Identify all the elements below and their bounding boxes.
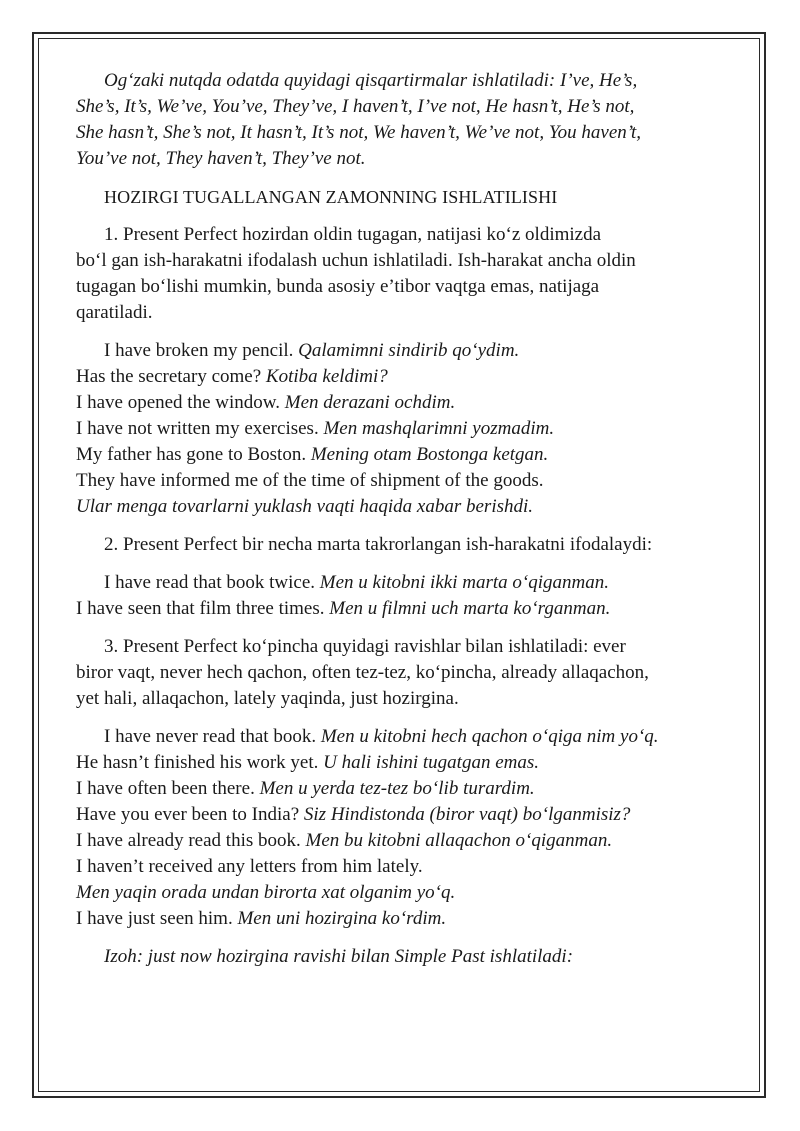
example-english: They have informed me of the time of shipment of the goods. <box>76 470 544 491</box>
rule-1-paragraph <box>76 222 746 326</box>
rule-1-line: 1. Present Perfect hozirdan oldin tugagan, natijasi ko‘z oldimizda <box>104 224 602 245</box>
example-line <box>76 828 746 854</box>
examples-1 <box>76 338 746 520</box>
example-line <box>76 338 746 364</box>
section-heading: HOZIRGI TUGALLANGAN ZAMONNING ISHLATILISHI <box>104 187 558 207</box>
example-translation: Men u kitobni ikki marta o‘qiganman. <box>319 572 609 593</box>
rule-2-line: 2. Present Perfect bir necha marta takrorlangan ish-harakatni ifodalaydi: <box>104 534 653 555</box>
example-english: I have read that book twice. <box>104 572 320 593</box>
example-english: I have opened the window. <box>76 392 285 413</box>
note-line: Izoh: just now hozirgina ravishi bilan Simple Past ishlatiladi: <box>104 946 574 967</box>
example-translation: Men u yerda tez-tez bo‘lib turardim. <box>259 778 535 799</box>
example-english: I haven’t received any letters from him lately. <box>76 856 423 877</box>
example-translation: Kotiba keldimi? <box>265 366 388 387</box>
example-translation: Men u kitobni hech qachon o‘qiga nim yo‘q. <box>320 726 659 747</box>
example-line <box>76 494 746 520</box>
examples-3 <box>76 724 746 932</box>
example-translation: U hali ishini tugatgan emas. <box>323 752 540 773</box>
example-line <box>76 442 746 468</box>
page-content <box>76 68 746 982</box>
rule-3-line: yet hali, allaqachon, lately yaqinda, just hozirgina. <box>76 688 459 709</box>
example-line <box>76 750 746 776</box>
example-english: I have not written my exercises. <box>76 418 324 439</box>
example-english: I have just seen him. <box>76 908 238 929</box>
example-line <box>76 468 746 494</box>
example-translation: Ular menga tovarlarni yuklash vaqti haqida xabar berishdi. <box>76 496 534 517</box>
examples-2 <box>76 570 746 622</box>
example-line <box>76 854 746 880</box>
rule-3-line: biror vaqt, never hech qachon, often tez-tez, ko‘pincha, already allaqachon, <box>76 662 649 683</box>
example-translation: Men bu kitobni allaqachon o‘qiganman. <box>305 830 613 851</box>
example-translation: Men uni hozirgina ko‘rdim. <box>237 908 447 929</box>
rule-1-line: qaratiladi. <box>76 302 153 323</box>
rule-3-line: 3. Present Perfect ko‘pincha quyidagi ravishlar bilan ishlatiladi: ever <box>104 636 626 657</box>
example-line <box>76 364 746 390</box>
rule-1-line: bo‘l gan ish-harakatni ifodalash uchun ishlatiladi. Ish-harakat ancha oldin <box>76 250 636 271</box>
note-paragraph <box>76 944 746 970</box>
example-line <box>76 776 746 802</box>
example-english: He hasn’t finished his work yet. <box>76 752 324 773</box>
example-translation: Men mashqlarimni yozmadim. <box>323 418 555 439</box>
example-english: Has the secretary come? <box>76 366 266 387</box>
example-translation: Men derazani ochdim. <box>284 392 456 413</box>
rule-1-line: tugagan bo‘lishi mumkin, bunda asosiy e’tibor vaqtga emas, natijaga <box>76 276 600 297</box>
contractions-line: She hasn’t, She’s not, It hasn’t, It’s not, We haven’t, We’ve not, You haven’t, <box>76 122 642 143</box>
example-translation: Men u filmni uch marta ko‘rganman. <box>329 598 611 619</box>
example-translation: Siz Hindistonda (biror vaqt) bo‘lganmisiz? <box>303 804 631 825</box>
example-line <box>76 596 746 622</box>
example-line <box>76 880 746 906</box>
example-line <box>76 390 746 416</box>
example-english: I have already read this book. <box>76 830 306 851</box>
contractions-line: You’ve not, They haven’t, They’ve not. <box>76 148 366 169</box>
example-line <box>76 724 746 750</box>
example-english: I have never read that book. <box>104 726 321 747</box>
example-line <box>76 906 746 932</box>
rule-2-paragraph <box>76 532 746 558</box>
rule-3-paragraph <box>76 634 746 712</box>
example-english: I have broken my pencil. <box>104 340 299 361</box>
example-translation: Men yaqin orada undan birorta xat olganim yo‘q. <box>76 882 456 903</box>
example-english: I have often been there. <box>76 778 260 799</box>
example-translation: Mening otam Bostonga ketgan. <box>310 444 549 465</box>
example-english: My father has gone to Boston. <box>76 444 311 465</box>
example-line <box>76 802 746 828</box>
example-english: Have you ever been to India? <box>76 804 304 825</box>
example-translation: Qalamimni sindirib qo‘ydim. <box>298 340 520 361</box>
contractions-line: Og‘zaki nutqda odatda quyidagi qisqartirmalar ishlatiladi: I’ve, He’s, <box>104 70 638 91</box>
contractions-paragraph <box>76 68 746 172</box>
example-line <box>76 570 746 596</box>
example-english: I have seen that film three times. <box>76 598 330 619</box>
contractions-line: She’s, It’s, We’ve, You’ve, They’ve, I haven’t, I’ve not, He hasn’t, He’s not, <box>76 96 635 117</box>
example-line <box>76 416 746 442</box>
